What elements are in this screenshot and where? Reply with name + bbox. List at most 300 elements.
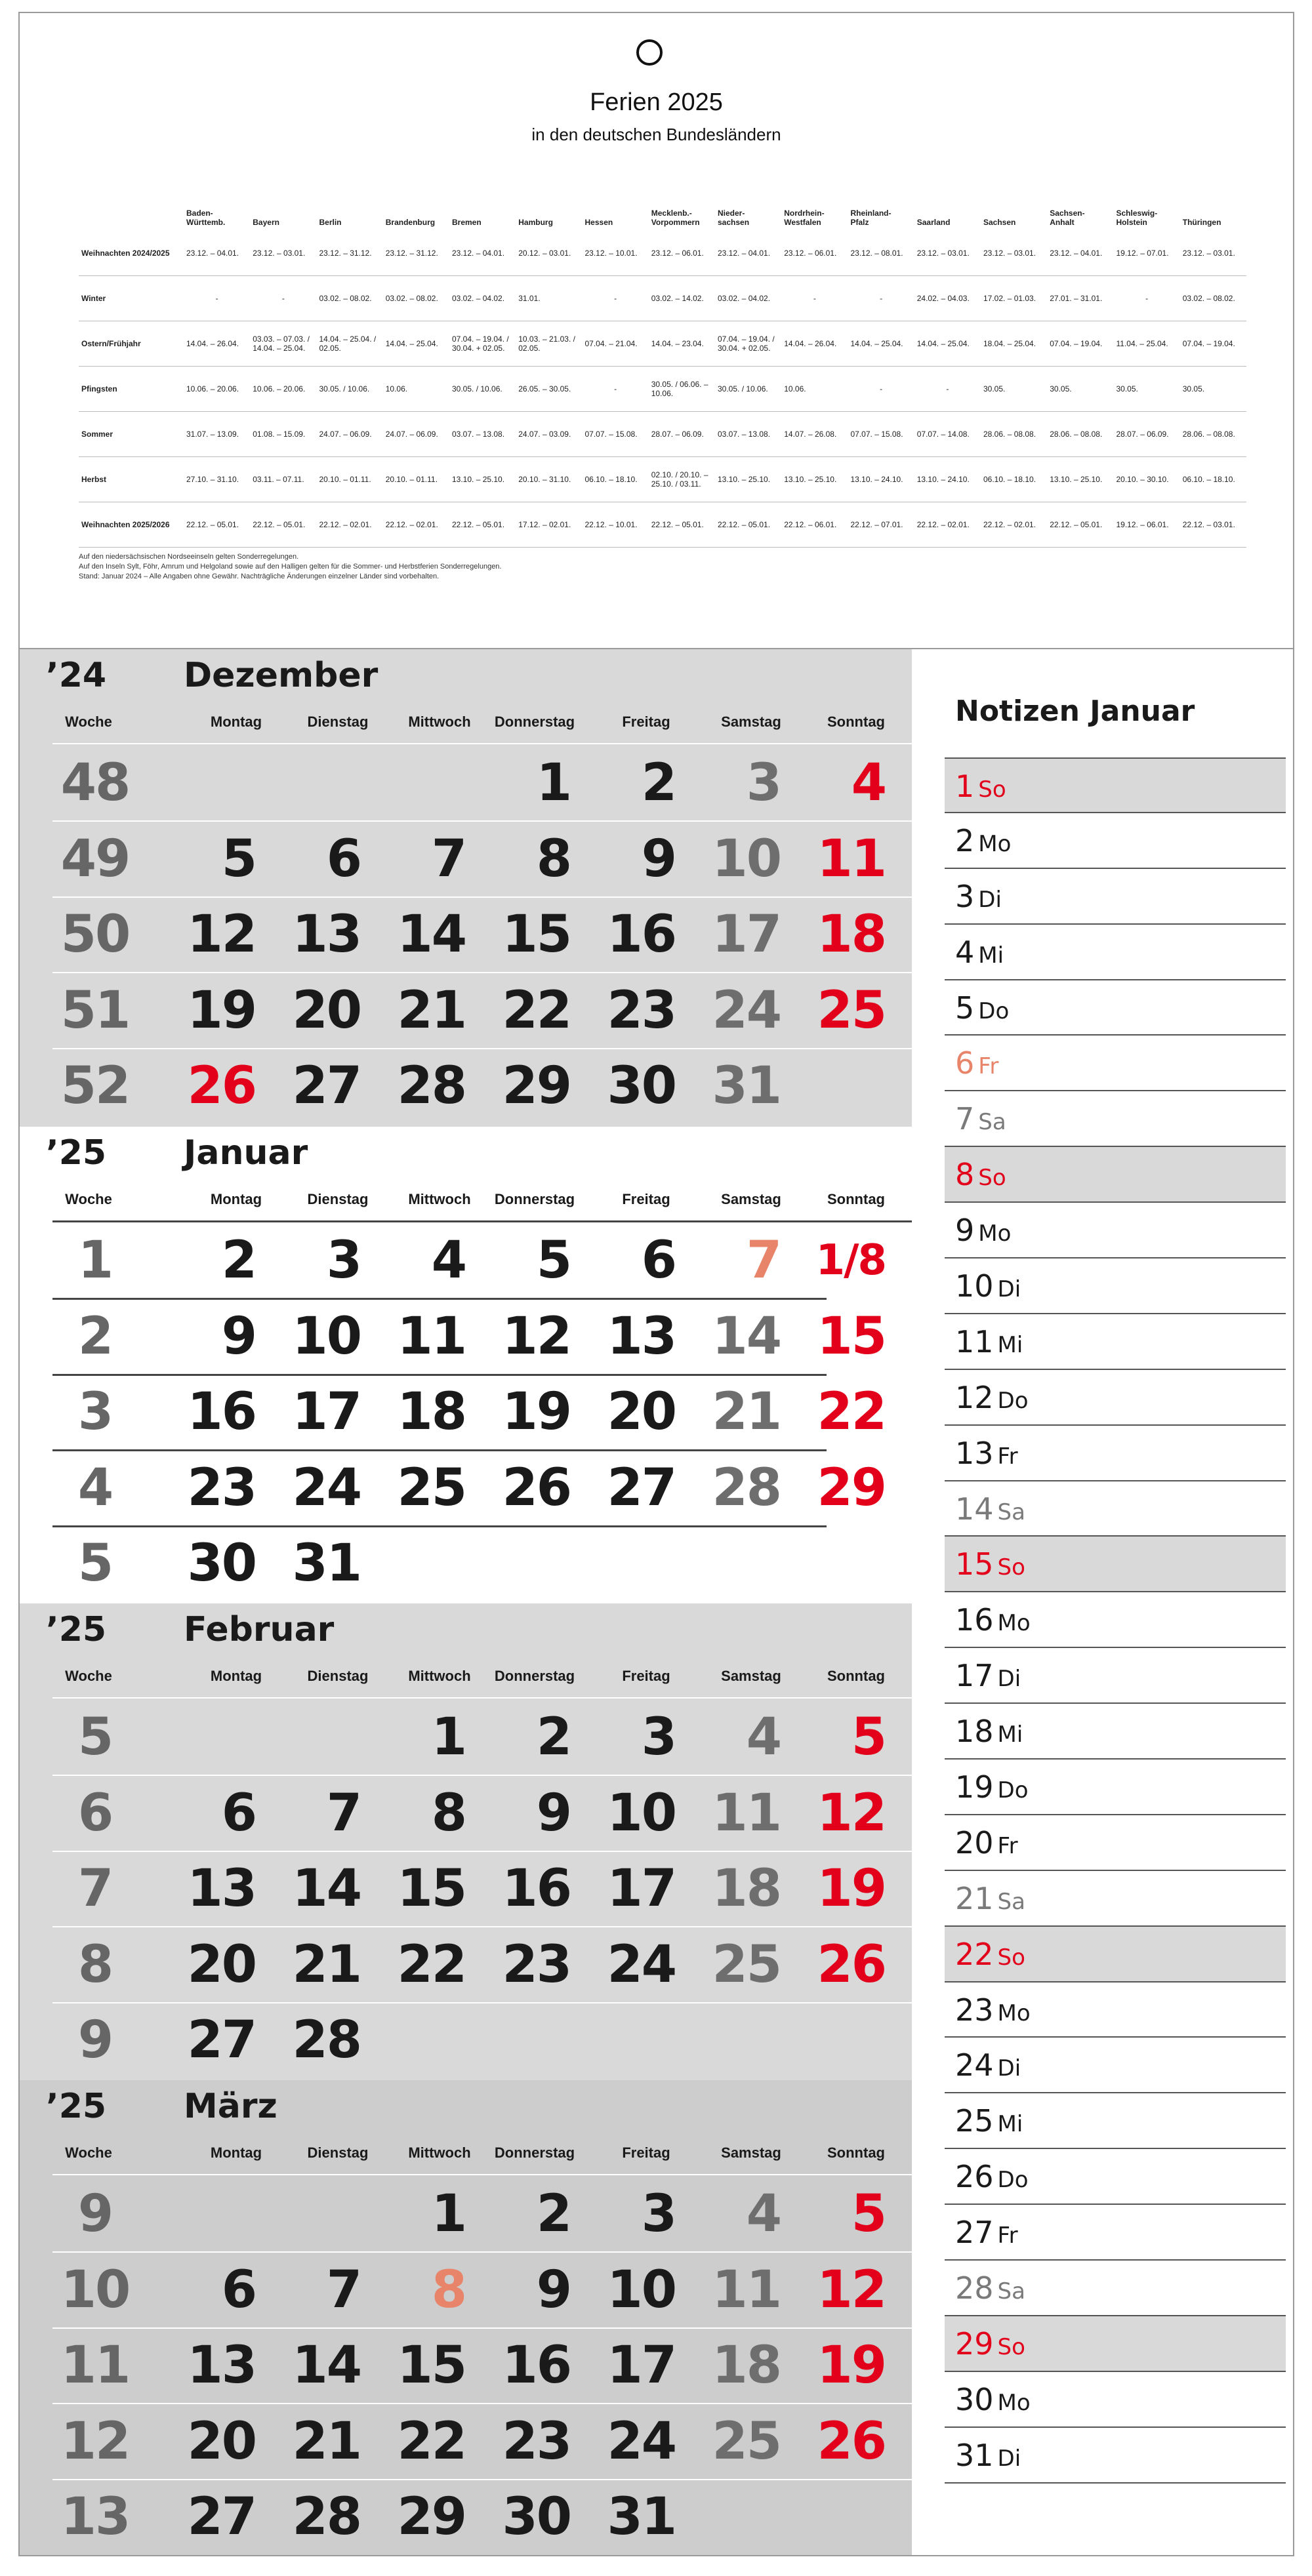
day-cell: 14 [292,2336,361,2395]
holiday-column-8: Mecklenb.- Vorpommern [651,209,700,227]
holiday-cell: 07.04. – 19.04. / 30.04. + 02.05. [715,321,781,367]
holiday-cell: 07.07. – 14.08. [914,412,981,457]
day-cell: 12 [187,905,256,964]
day-cell: 27 [292,1057,361,1116]
holiday-column-11: Rheinland- Pfalz [850,209,892,227]
day-cell: 16 [502,1859,571,1918]
notes-day-row [945,1927,1286,1982]
day-cell: 4 [746,2184,781,2244]
holiday-cell: 03.02. – 08.02. [317,276,383,321]
holiday-row [79,321,1246,367]
day-cell: 12 [502,1306,571,1366]
day-header-samstag: Samstag [721,1191,781,1207]
holiday-column-6: Hamburg [518,218,553,227]
holiday-cell: 23.12. – 04.01. [184,231,250,276]
holiday-cell: 23.12. – 10.01. [583,231,649,276]
day-cell: 21 [292,1935,361,1994]
notes-day-number: 26 [955,2159,994,2195]
holiday-column-7: Hessen [584,218,613,227]
holiday-cell: 07.04. – 19.04. [1047,321,1113,367]
holiday-cell: 03.02. – 08.02. [1180,276,1246,321]
day-cell: 11 [712,1783,781,1843]
day-cell: 26 [187,1057,256,1116]
holiday-cell: 30.05. [981,367,1047,412]
notes-weekday: Do [997,1387,1029,1414]
notes-day-number: 1 [955,769,975,804]
day-header-donnerstag: Donnerstag [494,714,575,730]
day-cell: 18 [397,1382,466,1441]
day-cell: 7 [326,2260,361,2320]
notes-weekday: Di [997,2055,1021,2082]
holiday-cell: 22.12. – 05.01. [1047,502,1113,548]
notes-day-number: 11 [955,1323,994,1359]
week-number: 50 [60,905,130,964]
notes-day-row [945,1203,1286,1258]
notes-title: Notizen Januar [955,694,1195,728]
holiday-cell: 14.04. – 23.04. [649,321,715,367]
holiday-cell: 20.10. – 31.10. [516,457,582,502]
day-cell: 28 [712,1458,781,1518]
day-cell: 27 [187,2487,256,2546]
day-header-donnerstag: Donnerstag [494,1191,575,1207]
day-cell: 15 [397,1859,466,1918]
day-cell: 21 [397,980,466,1040]
holiday-cell: 06.10. – 18.10. [981,457,1047,502]
holiday-cell: - [1114,276,1180,321]
day-cell: 5 [851,1708,886,1767]
holiday-cell: 23.12. – 31.12. [317,231,383,276]
week-number: 5 [77,1534,113,1593]
holiday-cell: 03.11. – 07.11. [250,457,316,502]
holiday-cell: 14.07. – 26.08. [781,412,848,457]
notes-day-number: 9 [955,1213,975,1249]
holiday-cell: 06.10. – 18.10. [1180,457,1246,502]
holiday-table-corner [79,184,184,231]
holiday-cell: 23.12. – 04.01. [1047,231,1113,276]
holiday-row-label: Herbst [79,457,184,502]
notes-day-row [945,1871,1286,1927]
holiday-cell: 27.01. – 31.01. [1047,276,1113,321]
day-cell: 24 [607,1935,676,1994]
day-cell: 10 [292,1306,361,1366]
day-cell: 3 [641,1708,676,1767]
day-cell: 4 [431,1231,466,1290]
day-cell: 2 [221,1231,256,1290]
week-number: 6 [77,1783,113,1843]
holiday-cell: 22.12. – 05.01. [715,502,781,548]
day-cell: 10 [712,829,781,889]
holiday-cell: 02.10. / 20.10. – 25.10. / 03.11. [649,457,715,502]
day-cell: 18 [712,2336,781,2395]
day-cell: 29 [397,2487,466,2546]
holiday-column-2: Bayern [253,218,279,227]
notes-weekday: Di [997,1276,1021,1303]
notes-day-row [945,1258,1286,1314]
holiday-cell: 22.12. – 02.01. [317,502,383,548]
holiday-cell: 23.12. – 03.01. [981,231,1047,276]
day-cell: 14 [712,1306,781,1366]
month-name: März [184,2087,277,2126]
holiday-column-14: Sachsen- Anhalt [1050,209,1085,227]
notes-day-number: 27 [955,2215,994,2251]
notes-day-row [945,869,1286,925]
holiday-cell: 22.12. – 05.01. [184,502,250,548]
month-year: ’25 [46,2087,107,2126]
day-cell: 3 [641,2184,676,2244]
day-cell: 26 [817,2411,886,2471]
notes-weekday: Di [997,1666,1021,1693]
day-cell: 27 [187,2011,256,2070]
notes-day-row [945,1982,1286,2038]
day-cell: 13 [187,1859,256,1918]
holiday-cell: 20.12. – 03.01. [516,231,582,276]
week-number: 11 [60,2336,130,2395]
week-number: 5 [77,1708,113,1767]
holiday-cell: 01.08. – 15.09. [250,412,316,457]
notes-weekday: Do [997,1777,1029,1804]
month-year: ’25 [46,1133,107,1173]
day-header-mittwoch: Mittwoch [408,1668,471,1684]
day-cell: 18 [817,905,886,964]
day-header-dienstag: Dienstag [307,714,369,730]
day-header-woche: Woche [65,714,112,730]
holiday-cell: 23.12. – 03.01. [914,231,981,276]
week-number: 12 [60,2411,130,2471]
notes-day-number: 19 [955,1769,994,1805]
day-cell: 26 [817,1935,886,1994]
holiday-column-10: Nordrhein- Westfalen [784,209,825,227]
holiday-column-12: Saarland [916,218,951,227]
day-header-montag: Montag [210,1668,262,1684]
notes-day-row [945,1815,1286,1871]
week-number: 13 [60,2487,130,2546]
notes-day-row [945,2428,1286,2484]
day-cell: 20 [187,1935,256,1994]
holiday-cell: 07.04. – 21.04. [583,321,649,367]
holiday-cell: 22.12. – 07.01. [848,502,914,548]
day-cell: 16 [607,905,676,964]
holiday-notes [79,552,997,582]
holiday-cell: 28.06. – 08.08. [981,412,1047,457]
notes-panel [945,689,1286,2484]
holiday-cell: 28.07. – 06.09. [649,412,715,457]
notes-weekday: Mi [997,2111,1023,2138]
day-cell: 1/8 [815,1236,886,1285]
notes-day-row [945,1648,1286,1704]
day-cell: 11 [397,1306,466,1366]
day-header-donnerstag: Donnerstag [494,2144,575,2161]
holiday-cell: 14.04. – 26.04. [184,321,250,367]
notes-day-number: 20 [955,1824,994,1861]
holiday-row-label: Ostern/Frühjahr [79,321,184,367]
holiday-row-label: Weihnachten 2025/2026 [79,502,184,548]
day-cell: 19 [187,980,256,1040]
day-cell: 11 [712,2260,781,2320]
header-rule [52,1697,912,1699]
day-cell: 17 [292,1382,361,1441]
notes-weekday: Sa [997,2278,1025,2305]
day-cell: 9 [221,1306,256,1366]
day-cell: 30 [607,1057,676,1116]
holiday-cell: 10.06. – 20.06. [250,367,316,412]
notes-weekday: Fr [997,1832,1018,1859]
notes-day-number: 5 [955,990,975,1026]
day-header-freitag: Freitag [622,2144,670,2161]
day-cell: 29 [817,1458,886,1518]
holiday-cell: 17.02. – 01.03. [981,276,1047,321]
notes-weekday: So [997,1554,1025,1581]
holiday-cell: 20.10. – 01.11. [383,457,449,502]
day-header-donnerstag: Donnerstag [494,1668,575,1684]
week-number: 48 [60,754,130,813]
notes-weekday: So [978,776,1006,803]
day-cell: 1 [536,754,571,813]
day-cell: 28 [292,2487,361,2546]
holiday-cell: 18.04. – 25.04. [981,321,1047,367]
holiday-row [79,276,1246,321]
notes-day-number: 14 [955,1491,994,1527]
day-cell: 22 [502,980,571,1040]
holiday-row [79,502,1246,548]
holiday-cell: 23.12. – 06.01. [649,231,715,276]
holiday-cell: 13.10. – 25.10. [781,457,848,502]
holiday-cell: 30.05. [1114,367,1180,412]
day-cell: 31 [292,1534,361,1593]
holiday-cell: 07.04. – 19.04. / 30.04. + 02.05. [449,321,516,367]
notes-day-number: 24 [955,2047,994,2083]
notes-day-number: 21 [955,1880,994,1916]
header-title: Ferien 2025 [590,89,723,116]
day-header-sonntag: Sonntag [827,714,885,730]
holiday-cell: 30.05. / 10.06. [715,367,781,412]
notes-day-number: 4 [955,934,975,970]
day-cell: 16 [502,2336,571,2395]
day-cell: 25 [712,1935,781,1994]
holiday-cell: 03.02. – 14.02. [649,276,715,321]
month-block-märz [20,2080,912,2555]
holiday-cell: 23.12. – 31.12. [383,231,449,276]
holiday-cell: - [250,276,316,321]
holiday-cell: 03.02. – 04.02. [449,276,516,321]
week-number: 52 [60,1057,130,1116]
holiday-cell: 22.12. – 02.01. [383,502,449,548]
day-cell: 17 [607,2336,676,2395]
day-cell: 7 [326,1783,361,1843]
notes-weekday: Mo [978,1220,1012,1247]
holiday-cell: 24.07. – 03.09. [516,412,582,457]
holiday-cell: 30.05. [1180,367,1246,412]
holiday-cell: 10.06. – 20.06. [184,367,250,412]
day-header-freitag: Freitag [622,1191,670,1207]
day-cell: 4 [851,754,886,813]
holiday-cell: 13.10. – 24.10. [848,457,914,502]
holiday-row-label: Weihnachten 2024/2025 [79,231,184,276]
notes-day-number: 7 [955,1101,975,1137]
day-cell: 23 [502,1935,571,1994]
day-cell: 13 [292,905,361,964]
day-cell: 24 [607,2411,676,2471]
month-name: Januar [184,1133,308,1173]
day-cell: 27 [607,1458,676,1518]
day-cell: 15 [817,1306,886,1366]
day-cell: 17 [607,1859,676,1918]
holiday-note: Auf den niedersächsischen Nordseeinseln gelten Sonderregelungen. [79,553,299,561]
week-number: 9 [77,2011,113,2070]
holiday-column-5: Bremen [452,218,482,227]
hanging-hole [636,39,663,66]
notes-day-number: 29 [955,2325,994,2362]
day-cell: 11 [817,829,886,889]
holiday-table-header [79,184,1246,231]
day-header-samstag: Samstag [721,2144,781,2161]
holiday-cell: 22.12. – 02.01. [914,502,981,548]
day-cell: 15 [397,2336,466,2395]
notes-day-row [945,2038,1286,2093]
holiday-cell: 26.05. – 30.05. [516,367,582,412]
holiday-cell: 07.04. – 19.04. [1180,321,1246,367]
holiday-cell: 14.04. – 25.04. / 02.05. [317,321,383,367]
day-cell: 6 [326,829,361,889]
notes-day-row [945,2261,1286,2316]
week-number: 7 [77,1859,113,1918]
day-header-woche: Woche [65,1668,112,1684]
holiday-cell: 14.04. – 25.04. [914,321,981,367]
day-cell: 1 [431,2184,466,2244]
day-cell: 7 [431,829,466,889]
notes-day-number: 23 [955,1992,994,2028]
day-cell: 19 [817,1859,886,1918]
holiday-column-15: Schleswig- Holstein [1116,209,1158,227]
notes-day-number: 18 [955,1714,994,1750]
holiday-cell: 23.12. – 04.01. [449,231,516,276]
day-cell: 24 [292,1458,361,1518]
day-cell: 7 [746,1231,781,1290]
notes-day-row [945,1314,1286,1370]
notes-day-row [945,2316,1286,2372]
day-cell: 14 [397,905,466,964]
day-cell: 21 [712,1382,781,1441]
notes-day-row [945,2205,1286,2261]
day-cell: 25 [712,2411,781,2471]
day-header-montag: Montag [210,1191,262,1207]
notes-day-row [945,813,1286,869]
notes-day-number: 15 [955,1546,994,1582]
notes-day-number: 8 [955,1157,975,1193]
day-header-dienstag: Dienstag [307,1668,369,1684]
holiday-cell: 10.06. [383,367,449,412]
holiday-cell: 24.07. – 06.09. [317,412,383,457]
notes-weekday: So [997,2333,1025,2360]
day-cell: 5 [536,1231,571,1290]
holiday-note: Auf den Inseln Sylt, Föhr, Amrum und Helgoland sowie auf den Halligen gelten für die Sommer- und Herbstferien Sonderregelungen. [79,563,502,571]
notes-day-number: 25 [955,2103,994,2139]
day-cell: 6 [221,2260,256,2320]
holiday-row-label: Sommer [79,412,184,457]
notes-day-number: 12 [955,1379,994,1415]
holiday-cell: - [914,367,981,412]
day-cell: 3 [326,1231,361,1290]
holiday-cell: 24.07. – 06.09. [383,412,449,457]
day-cell: 30 [502,2487,571,2546]
week-number: 49 [60,829,130,889]
holiday-cell: 23.12. – 03.01. [1180,231,1246,276]
week-number: 9 [77,2184,113,2244]
holiday-cell: 19.12. – 07.01. [1114,231,1180,276]
holiday-cell: 22.12. – 05.01. [250,502,316,548]
holiday-cell: 13.10. – 25.10. [715,457,781,502]
notes-weekday: Fr [997,1443,1018,1470]
notes-day-number: 16 [955,1602,994,1638]
holiday-cell: 30.05. [1047,367,1113,412]
holiday-row [79,367,1246,412]
day-cell: 8 [431,2260,466,2320]
holiday-cell: - [848,276,914,321]
holiday-column-4: Brandenburg [385,218,436,227]
notes-weekday: So [978,1165,1006,1192]
day-header-mittwoch: Mittwoch [408,1191,471,1207]
day-header-mittwoch: Mittwoch [408,714,471,730]
month-year: ’24 [46,656,107,695]
day-cell: 16 [187,1382,256,1441]
day-cell: 25 [817,980,886,1040]
day-cell: 28 [397,1057,466,1116]
notes-day-row [945,1592,1286,1648]
holiday-cell: 22.12. – 05.01. [449,502,516,548]
holiday-cell: 22.12. – 02.01. [981,502,1047,548]
day-cell: 3 [746,754,781,813]
holiday-cell: - [583,276,649,321]
day-header-sonntag: Sonntag [827,1668,885,1684]
day-cell: 22 [397,1935,466,1994]
holiday-cell: 10.03. – 21.03. / 02.05. [516,321,582,367]
day-cell: 18 [712,1859,781,1918]
day-cell: 9 [536,1783,571,1843]
day-cell: 23 [502,2411,571,2471]
day-cell: 9 [536,2260,571,2320]
holiday-cell: 23.12. – 08.01. [848,231,914,276]
notes-weekday: Mo [997,1610,1031,1637]
holiday-cell: 31.01. [516,276,582,321]
week-number: 3 [77,1382,113,1441]
holiday-cell: 31.07. – 13.09. [184,412,250,457]
day-header-dienstag: Dienstag [307,1191,369,1207]
holiday-table [79,184,1246,548]
notes-weekday: So [997,1944,1025,1971]
day-cell: 6 [221,1783,256,1843]
notes-day-number: 30 [955,2381,994,2417]
holiday-note: Stand: Januar 2024 – Alle Angaben ohne Gewähr. Nachträgliche Änderungen einzelner Länder sind vorbehalten. [79,573,440,580]
header-rule [52,743,912,744]
day-header-freitag: Freitag [622,1668,670,1684]
notes-day-row [945,1704,1286,1760]
holiday-column-9: Nieder- sachsen [718,209,750,227]
day-header-freitag: Freitag [622,714,670,730]
notes-day-row [945,1370,1286,1426]
holiday-cell: 06.10. – 18.10. [583,457,649,502]
holiday-row [79,457,1246,502]
day-cell: 13 [187,2336,256,2395]
day-cell: 31 [607,2487,676,2546]
holiday-row [79,231,1246,276]
day-cell: 14 [292,1859,361,1918]
holiday-cell: 03.07. – 13.08. [715,412,781,457]
holiday-cell: 13.10. – 25.10. [1047,457,1113,502]
day-header-woche: Woche [65,1191,112,1207]
day-cell: 5 [851,2184,886,2244]
day-cell: 25 [397,1458,466,1518]
notes-day-row [945,1426,1286,1481]
holiday-cell: 22.12. – 05.01. [649,502,715,548]
